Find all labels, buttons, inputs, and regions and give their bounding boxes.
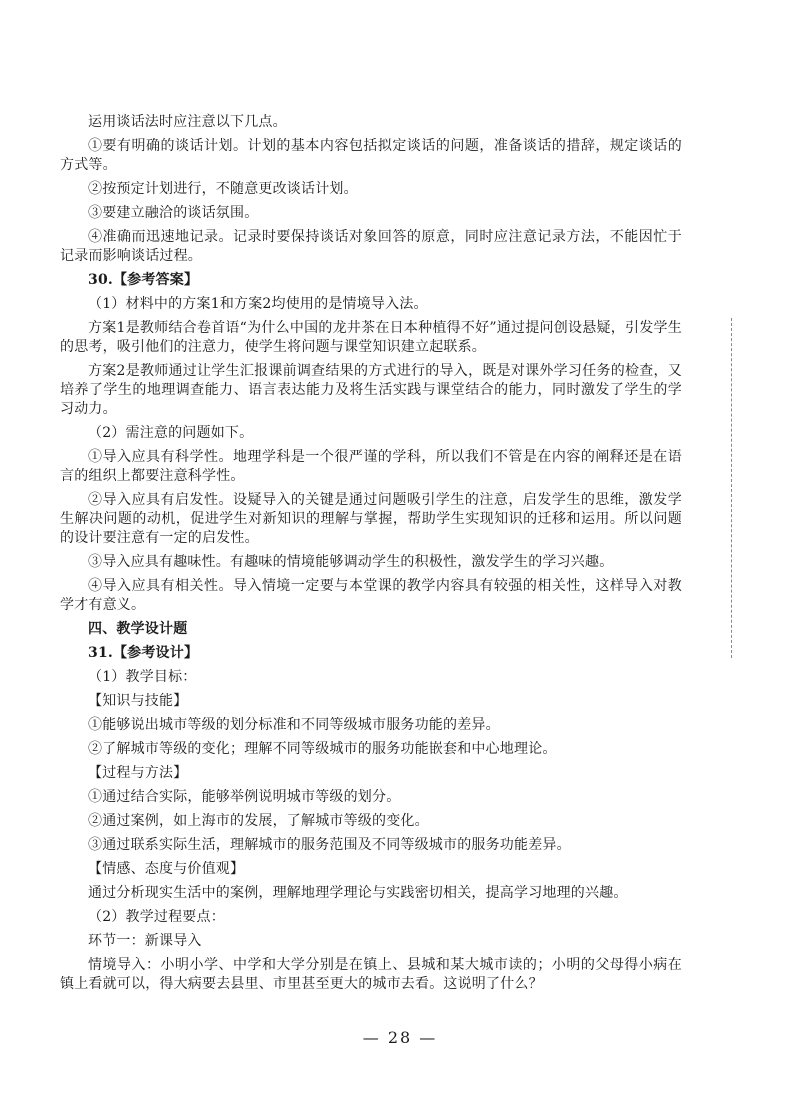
section-heading: 四、教学设计题 — [88, 621, 188, 637]
paragraph: ③导入应具有趣味性。有趣味的情境能够调动学生的积极性，激发学生的学习兴趣。 — [88, 554, 614, 570]
subheading: 【知识与技能】 — [88, 693, 188, 709]
paragraph: 情境导入：小明小学、中学和大学分别是在镇上、县城和某大城市读的；小明的父母得小病在镇上看就可以，得大病要去县里、市里甚至更大的城市去看。这说明了什么？ — [60, 957, 682, 992]
document-body — [60, 113, 682, 999]
paragraph: ①导入应具有科学性。地理学科是一个很严谨的学科，所以我们不管是在内容的阐释还是在语言的组织上都要注意科学性。 — [60, 449, 682, 484]
paragraph: ②通过案例，如上海市的发展，了解城市等级的变化。 — [88, 813, 429, 829]
paragraph: （2）教学过程要点： — [88, 909, 225, 925]
answer-heading: 30.【参考答案】 — [88, 272, 199, 288]
paragraph: ④导入应具有相关性。导入情境一定要与本堂课的教学内容具有较强的相关性，这样导入对教学才有意义。 — [60, 578, 682, 613]
paragraph: （1）材料中的方案1和方案2均使用的是情境导入法。 — [88, 296, 428, 312]
paragraph: ③通过联系实际生活，理解城市的服务范围及不同等级城市的服务功能差异。 — [88, 837, 571, 853]
paragraph: ①能够说出城市等级的划分标准和不同等级城市服务功能的差异。 — [88, 717, 500, 733]
paragraph: ③要建立融洽的谈话氛围。 — [88, 205, 259, 221]
paragraph: ②按预定计划进行，不随意更改谈话计划。 — [88, 181, 358, 197]
paragraph: 通过分析现实生活中的案例，理解地理学理论与实践密切相关，提高学习地理的兴趣。 — [88, 885, 628, 901]
paragraph: （1）教学目标： — [88, 669, 197, 685]
paragraph: ①通过结合实际，能够举例说明城市等级的划分。 — [88, 789, 401, 805]
paragraph: （2）需注意的问题如下。 — [88, 425, 254, 441]
page-number: — 28 — — [362, 1028, 438, 1047]
scan-margin-marks — [731, 318, 734, 658]
paragraph: 环节一：新课导入 — [88, 933, 202, 949]
subheading: 【过程与方法】 — [88, 765, 188, 781]
subheading: 【情感、态度与价值观】 — [88, 861, 245, 877]
paragraph: ②导入应具有启发性。设疑导入的关键是通过问题吸引学生的注意，启发学生的思维，激发学生解决问题的动机，促进学生对新知识的理解与掌握，帮助学生实现知识的迁移和运用。所以问题的设计要注意有一定的启发性。 — [60, 492, 682, 546]
paragraph: ②了解城市等级的变化；理解不同等级城市的服务功能嵌套和中心地理论。 — [88, 741, 557, 757]
paragraph: 运用谈话法时应注意以下几点。 — [88, 114, 287, 130]
answer-heading: 31.【参考设计】 — [88, 645, 199, 661]
paragraph: 方案1是教师结合卷首语“为什么中国的龙井茶在日本种植得不好”通过提问创设悬疑，引发学生的思考，吸引他们的注意力，使学生将问题与课堂知识建立起联系。 — [60, 320, 682, 355]
paragraph: ④准确而迅速地记录。记录时要保持谈话对象回答的原意，同时应注意记录方法，不能因忙于记录而影响谈话过程。 — [60, 229, 682, 264]
paragraph: 方案2是教师通过让学生汇报课前调查结果的方式进行的导入，既是对课外学习任务的检查，又培养了学生的地理调查能力、语言表达能力及将生活实践与课堂结合的能力，同时激发了学生的学习动力。 — [60, 363, 682, 417]
paragraph: ①要有明确的谈话计划。计划的基本内容包括拟定谈话的问题，准备谈话的措辞，规定谈话的方式等。 — [60, 138, 682, 173]
